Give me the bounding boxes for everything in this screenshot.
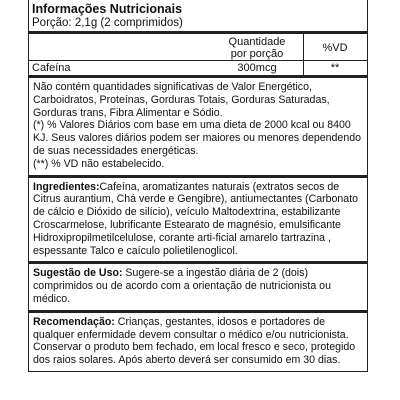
nutrition-notes: Não contém quantidades significativas de Valor Energético, Carboidratos, Proteínas, Gorduras Totais, Gorduras Saturadas, Gorduras trans, Fibra Alimentar e Sódio. (*) % Valores Diários com base em uma dieta de 2000 kcal ou 8400 KJ. Seus valores diários podem ser maiores ou menores dependendo de suas necessidades energéticas. (**) % VD não estabelecido. bbox=[29, 75, 367, 175]
usage-text: Sugere-se a ingestão diária de 2 (dois) comprimidos ou de acordo com a orientação de nutricionista ou médico. bbox=[33, 267, 331, 305]
nutrition-facts-panel bbox=[28, 0, 368, 372]
label-header bbox=[29, 0, 367, 31]
usage-label: Sugestão de Uso: bbox=[33, 267, 123, 280]
recommendation-text: Crianças, gestantes, idosos e portadores de qualquer enfermidade devem consultar o médico e/ou nutricionista. Conservar o produto bem fechado, em local fresco e seco, protegido dos raios solares. Após aberto deverá ser consumido em 30 dias. bbox=[33, 315, 356, 367]
recommendation-label: Recomendação: bbox=[33, 315, 115, 328]
quantity-column-header: Quantidade por porção bbox=[228, 36, 286, 60]
usage-section bbox=[29, 261, 367, 309]
nutrient-row bbox=[29, 60, 367, 75]
portion-size: Porção: 2,1g (2 comprimidos) bbox=[32, 17, 183, 29]
recommendation-section bbox=[29, 310, 367, 371]
nutrient-amount: 300mcg bbox=[237, 62, 277, 74]
label-title: Informações Nutricionais bbox=[32, 2, 183, 16]
ingredients-section bbox=[29, 175, 367, 262]
ingredients-label: Ingredientes: bbox=[33, 180, 100, 193]
nutrient-dv: ** bbox=[330, 62, 340, 74]
ingredients-text: Cafeína, aromatizantes naturais (extratos secos de Citrus aurantium, Chá verde e Gengibre), antiumectantes (Carbonato de cálcio e Dióxido de silício), veículo Maltodextrina, estabilizante Croscarmelose, lubrificante Estearato de magnésio, emulsificante Hidroxipropilmetilcelulose, corante arti-ficial amarelo tartrazina , espessante Talco e caículo polietilenoglicol. bbox=[33, 180, 359, 257]
nutrient-name: Cafeína bbox=[32, 62, 71, 74]
column-headers bbox=[29, 31, 367, 60]
dv-column-header: %VD bbox=[322, 42, 348, 54]
